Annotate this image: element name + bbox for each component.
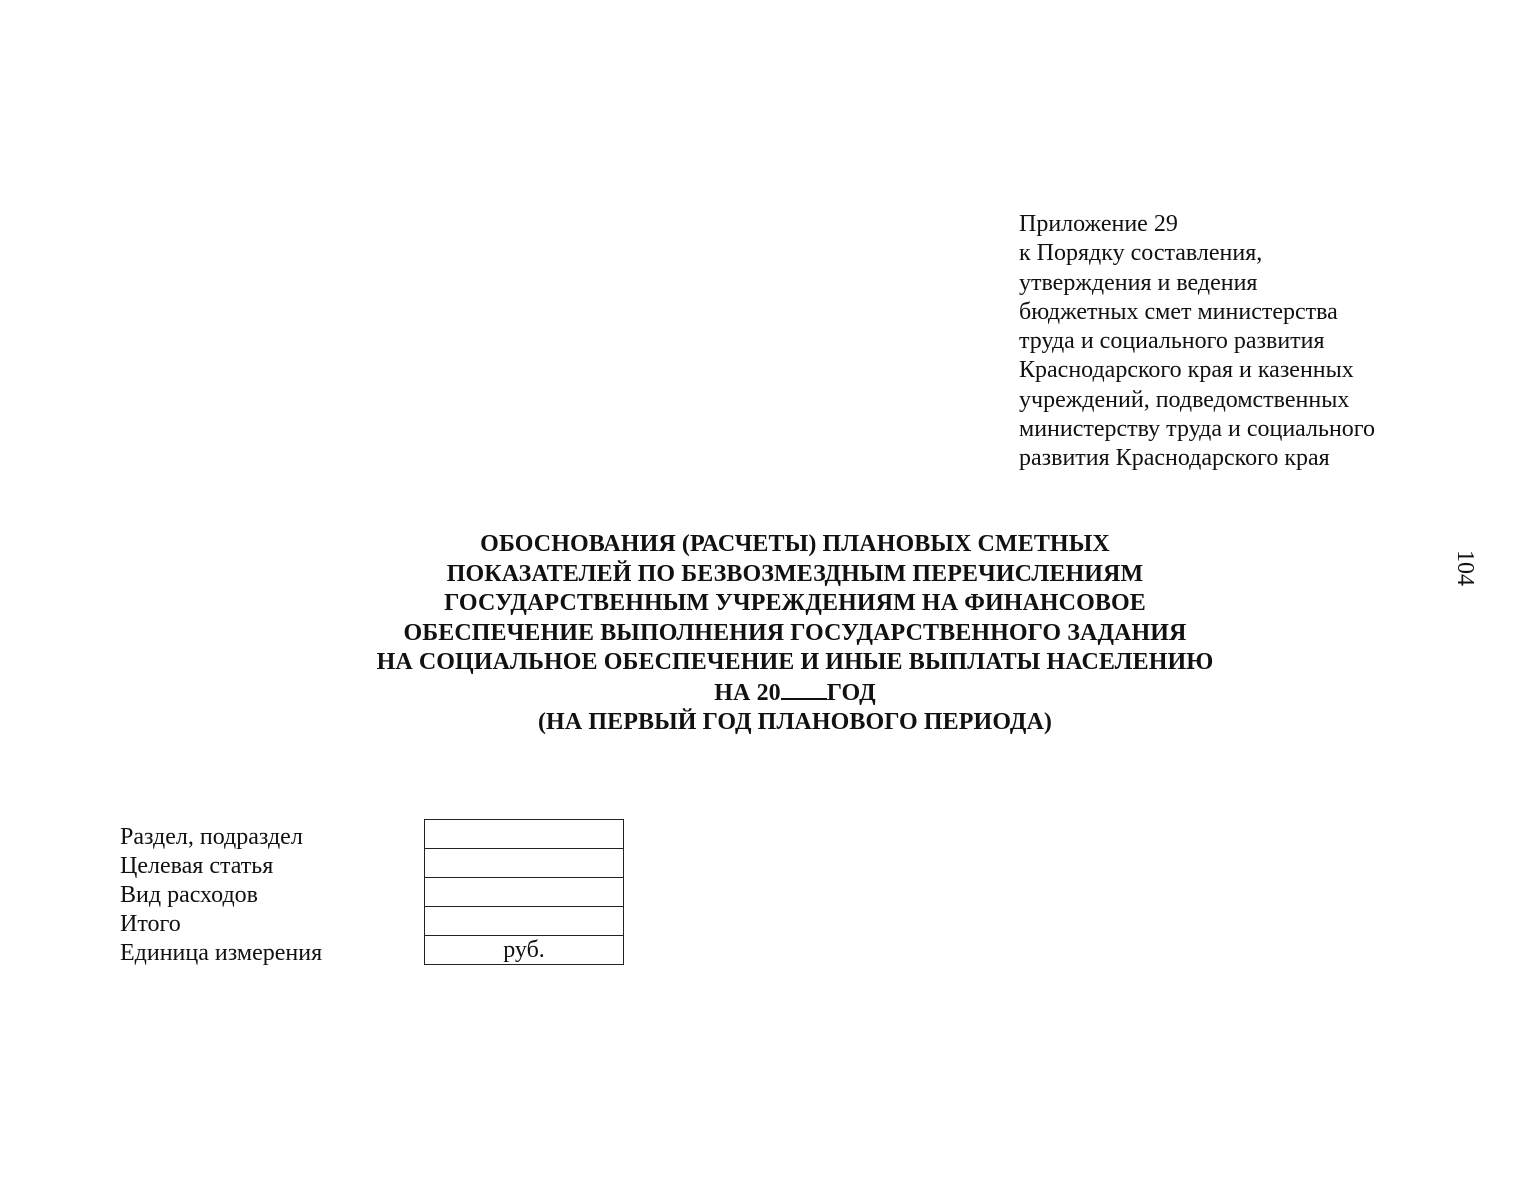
label-expense-type: Вид расходов: [120, 882, 258, 908]
appendix-line: министерству труда и социального: [1019, 416, 1376, 443]
appendix-line: учреждений, подведомственных: [1019, 386, 1350, 413]
codes-table: [424, 819, 624, 965]
title-line: ОБЕСПЕЧЕНИЕ ВЫПОЛНЕНИЯ ГОСУДАРСТВЕННОГО ЗАДАНИЯ: [403, 619, 1187, 646]
title-line: НА СОЦИАЛЬНОЕ ОБЕСПЕЧЕНИЕ И ИНЫЕ ВЫПЛАТЫ НАСЕЛЕНИЮ: [376, 649, 1214, 675]
label-total: Итого: [120, 911, 181, 937]
form-labels: [120, 823, 322, 968]
section-code-cell[interactable]: [425, 820, 624, 849]
appendix-line: утверждения и ведения: [1019, 269, 1258, 296]
title-line: ПОКАЗАТЕЛЕЙ ПО БЕЗВОЗМЕЗДНЫМ ПЕРЕЧИСЛЕНИЯМ: [446, 560, 1144, 587]
year-prefix: НА 20: [714, 679, 781, 706]
appendix-line: развития Краснодарского края: [1019, 445, 1330, 472]
title-line: ОБОСНОВАНИЯ (РАСЧЕТЫ) ПЛАНОВЫХ СМЕТНЫХ: [480, 531, 1110, 557]
appendix-block: [1019, 210, 1459, 474]
appendix-line: труда и социального развития: [1019, 328, 1325, 355]
label-target-article: Целевая статья: [120, 853, 274, 879]
title-year-line: [300, 678, 1290, 709]
page-number: 104: [1452, 550, 1478, 586]
document-title: [300, 530, 1290, 738]
year-suffix: ГОД: [826, 679, 876, 706]
label-unit: Единица измерения: [120, 940, 323, 966]
appendix-line: к Порядку составления,: [1019, 240, 1263, 267]
target-article-cell[interactable]: [425, 849, 624, 878]
total-cell[interactable]: [425, 907, 624, 936]
appendix-line: Краснодарского края и казенных: [1019, 357, 1354, 384]
label-section: Раздел, подраздел: [120, 824, 303, 850]
unit-cell[interactable]: руб.: [425, 936, 624, 965]
year-blank-field[interactable]: [781, 678, 827, 700]
appendix-line: бюджетных смет министерства: [1019, 298, 1338, 325]
expense-type-cell[interactable]: [425, 878, 624, 907]
title-subtitle: (НА ПЕРВЫЙ ГОД ПЛАНОВОГО ПЕРИОДА): [537, 709, 1053, 735]
appendix-line: Приложение 29: [1019, 211, 1178, 237]
title-line: ГОСУДАРСТВЕННЫМ УЧРЕЖДЕНИЯМ НА ФИНАНСОВОЕ: [444, 590, 1146, 616]
